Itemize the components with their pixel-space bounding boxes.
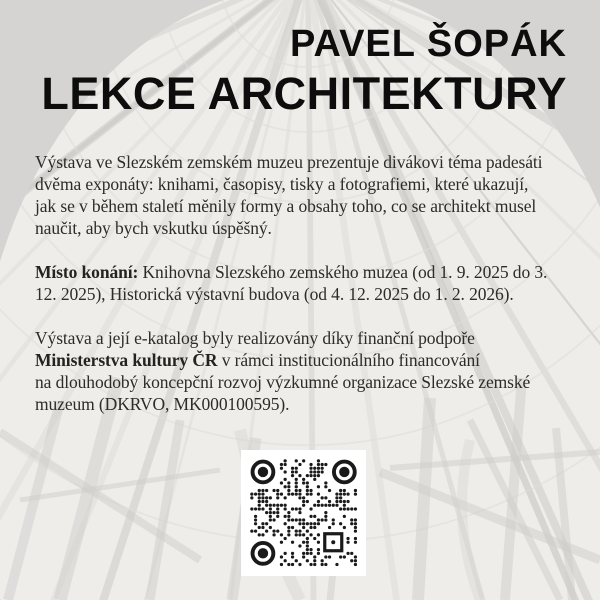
- paragraph-3: [35, 327, 580, 415]
- text-line: muzeum (DKRVO, MK000100595).: [35, 394, 290, 414]
- qr-code: [241, 450, 366, 576]
- paragraph-2: [35, 261, 580, 305]
- text-line: na dlouhodobý koncepční rozvoj výzkumné organizace Slezské zemské: [35, 372, 531, 392]
- paragraph-1: [35, 151, 580, 239]
- exhibition-title: LEKCE ARCHITEKTURY: [41, 67, 567, 119]
- poster-body-text: [35, 151, 580, 437]
- text-line: dvěma exponáty: knihami, časopisy, tisky a fotografiemi, které ukazují,: [35, 174, 529, 194]
- text-line: Výstava ve Slezském zemském muzeu prezentuje divákovi téma padesáti: [35, 152, 543, 172]
- poster-title: [41, 22, 567, 119]
- text-line: naučit, aby bych vskutku úspěšný.: [35, 218, 272, 238]
- text-line: 12. 2025), Historická výstavní budova (od 4. 12. 2025 do 1. 2. 2026).: [35, 284, 514, 304]
- text-line: Výstava a její e-katalog byly realizovány díky finanční podpoře: [35, 328, 475, 348]
- text-line: Místo konání: Knihovna Slezského zemského muzea (od 1. 9. 2025 do 3.: [35, 262, 548, 282]
- author-name: PAVEL ŠOPÁK: [289, 23, 567, 65]
- text-line: Ministerstva kultury ČR v rámci institucionálního financování: [35, 350, 480, 370]
- text-line: jak se v během staletí měnily formy a obsahy toho, co se architekt musel: [35, 196, 537, 216]
